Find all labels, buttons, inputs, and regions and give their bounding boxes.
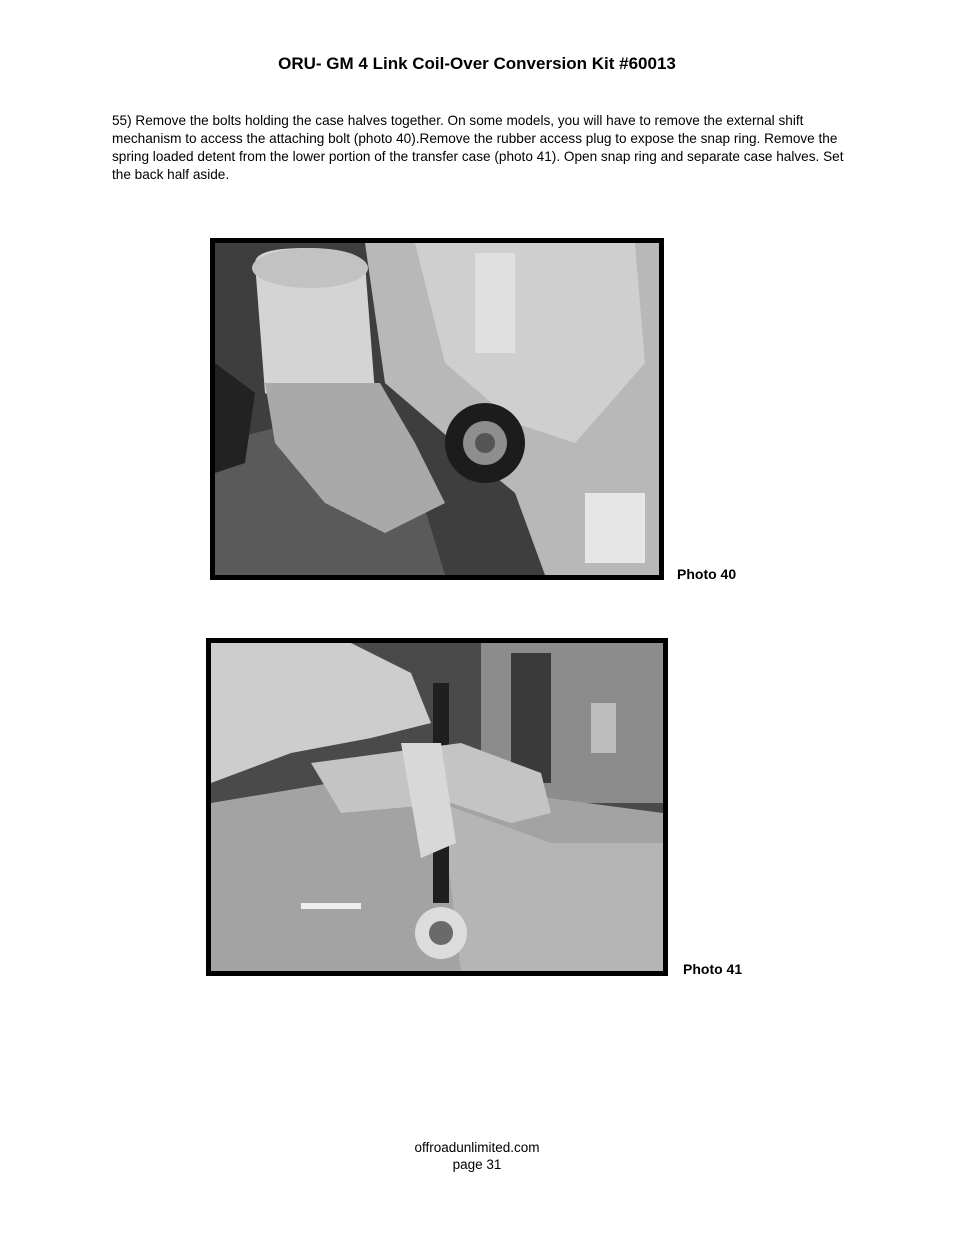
footer-page-number: page 31 bbox=[452, 1157, 502, 1172]
footer-website: offroadunlimited.com bbox=[414, 1140, 540, 1155]
photo-40-caption: Photo 40 bbox=[677, 566, 737, 582]
instruction-paragraph: 55) Remove the bolts holding the case halves together. On some models, you will have to remove the external shift mechanism to access the attaching bolt (photo 40).Remove the rubber access plug to expose the snap ring. Remove the spring loaded detent from the lower portion of the transfer case (photo 41). Open snap ring and separate case halves. Set the back half aside. bbox=[112, 113, 844, 182]
page-footer bbox=[0, 1139, 954, 1173]
photo-40-image bbox=[210, 238, 664, 580]
photo-41-image bbox=[206, 638, 668, 976]
photo-41-caption: Photo 41 bbox=[683, 961, 743, 977]
page-title: ORU- GM 4 Link Coil-Over Conversion Kit #60013 bbox=[278, 54, 676, 73]
